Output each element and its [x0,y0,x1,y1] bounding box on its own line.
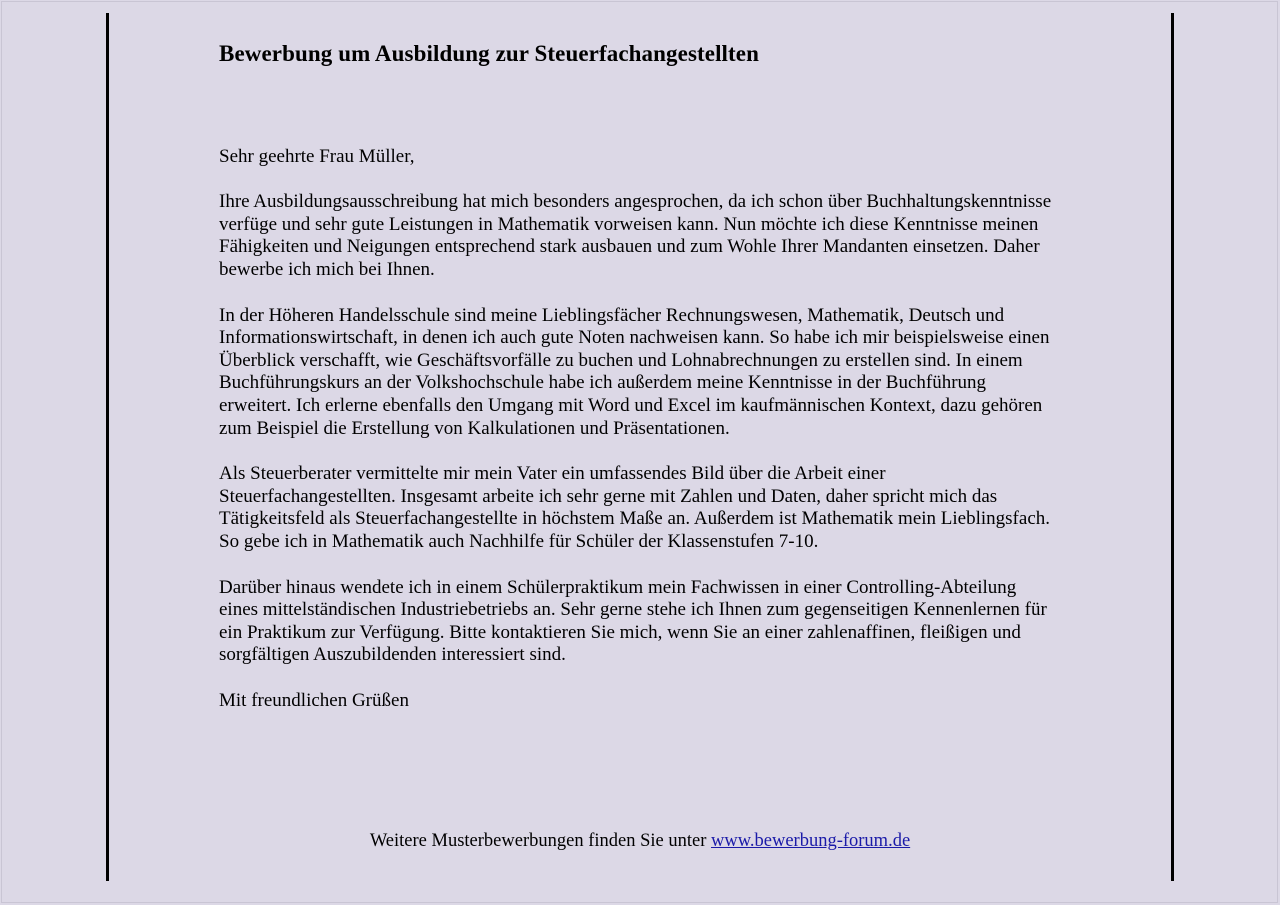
footer-note [0,830,1280,852]
salutation-text: Sehr geehrte Frau Müller, [219,145,415,167]
right-margin-rule [1171,13,1174,881]
body-paragraph-2: In der Höheren Handelsschule sind meine Lieblingsfächer Rechnungswesen, Mathematik, Deutsch und Informationswirtschaft, in denen ich auch gute Noten nachweisen kann. So habe ich mir beispielsweise einen Überblick verschafft, wie Geschäftsvorfälle zu buchen und Lohnabrechnungen zu erstellen sind. In einem Buchführungskurs an der Volkshochschule habe ich außerdem meine Kenntnisse in der Buchführung erweitert. Ich erlerne ebenfalls den Umgang mit Word und Excel im kaufmännischen Kontext, dazu gehören zum Beispiel die Erstellung von Kalkulationen und Präsentationen. [219,304,1050,439]
closing-text: Mit freundlichen Grüßen [219,689,409,711]
body-paragraph-4: Darüber hinaus wendete ich in einem Schülerpraktikum mein Fachwissen in einer Controlling-Abteilung eines mittelständischen Industriebetriebs an. Sehr gerne stehe ich Ihnen zum gegenseitigen Kennenlernen für ein Praktikum zur Verfügung. Bitte kontaktieren Sie mich, wenn Sie an einer zahlenaffinen, fleißigen und sorgfältigen Auszubildenden interessiert sind. [219,576,1047,666]
body-paragraph-1: Ihre Ausbildungsausschreibung hat mich besonders angesprochen, da ich schon über Buchhaltungskenntnisse verfüge und sehr gute Leistungen in Mathematik vorweisen kann. Nun möchte ich diese Kenntnisse meinen Fähigkeiten und Neigungen entsprechend stark ausbauen und zum Wohle Ihrer Mandanten einsetzen. Daher bewerbe ich mich bei Ihnen. [219,191,1052,280]
letter-body [219,40,1059,731]
body-paragraph-3: Als Steuerberater vermittelte mir mein Vater ein umfassendes Bild über die Arbeit einer Steuerfachangestellten. Insgesamt arbeite ich sehr gerne mit Zahlen und Daten, daher spricht mich das Tätigkeitsfeld als Steuerfachangestellte in höchstem Maße an. Außerdem ist Mathematik mein Lieblingsfach. So gebe ich in Mathematik auch Nachhilfe für Schüler der Klassenstufen 7-10. [219,463,1050,552]
footer-link[interactable]: www.bewerbung-forum.de [711,831,911,851]
left-margin-rule [106,13,109,881]
footer-text: Weitere Musterbewerbungen finden Sie unter [369,831,711,851]
page-title: Bewerbung um Ausbildung zur Steuerfachangestellten [219,41,760,66]
